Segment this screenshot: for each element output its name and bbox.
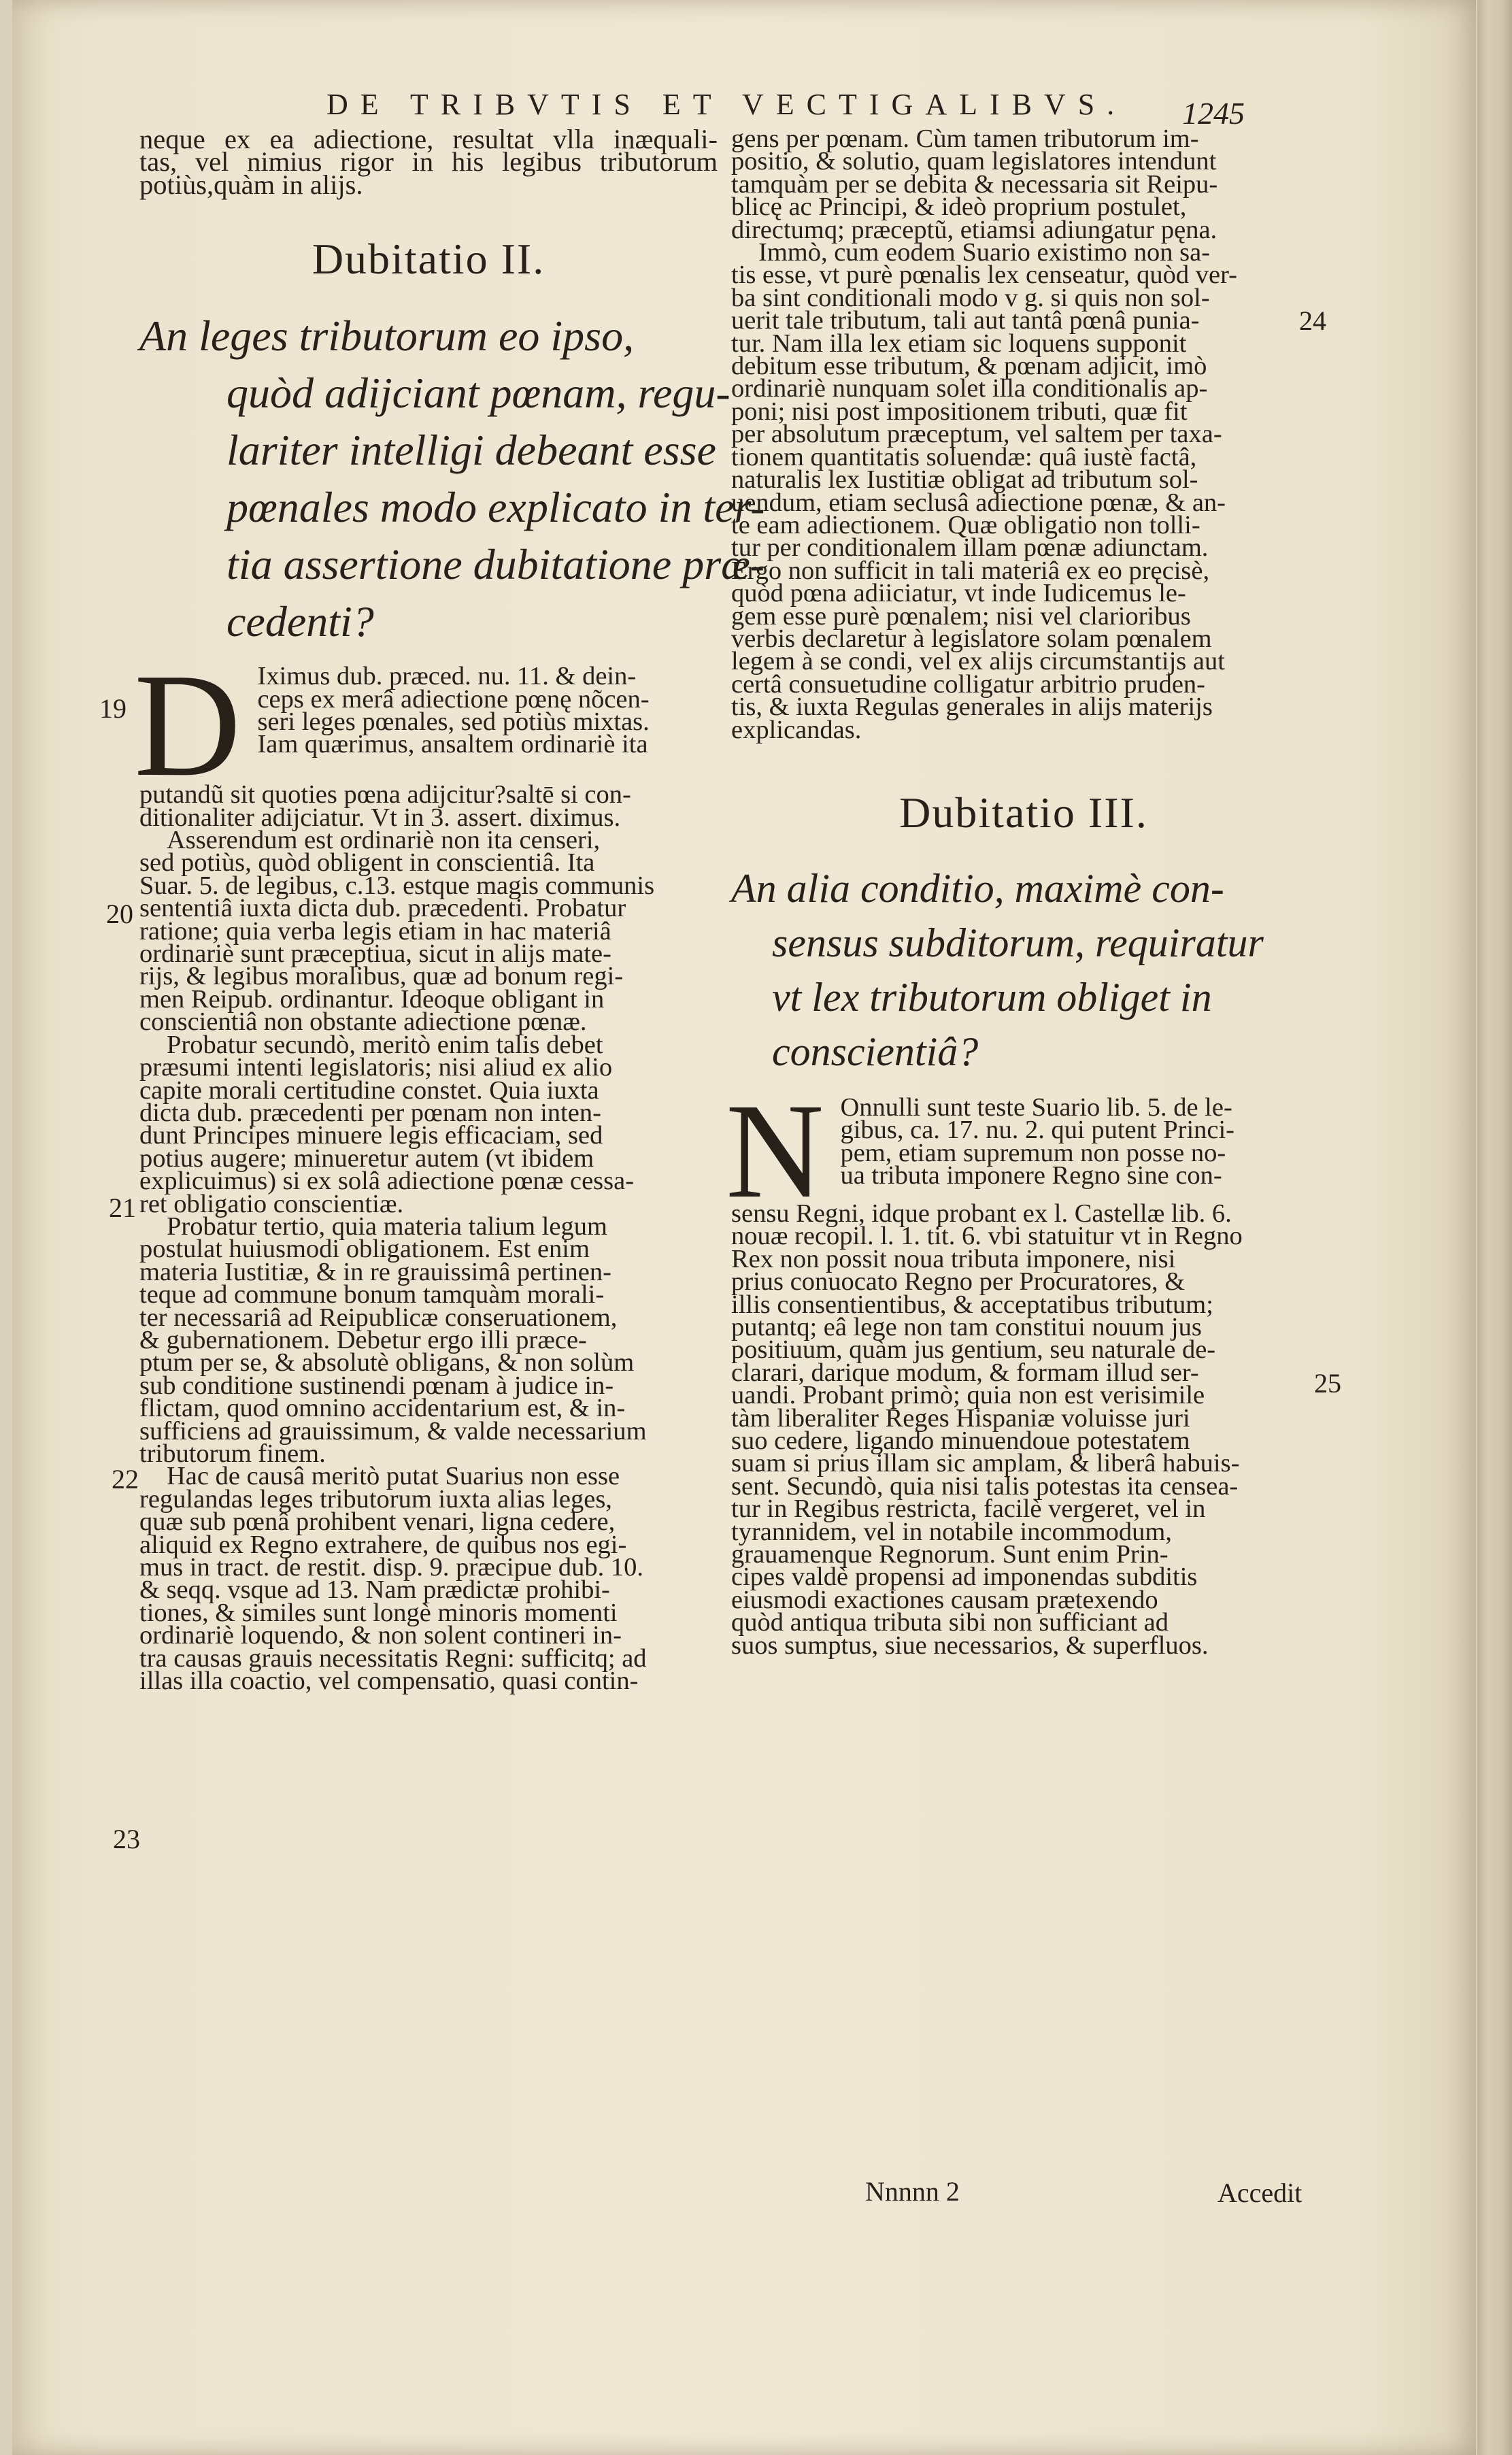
text-line: præsumi intenti legislatoris; nisi aliud ex alio bbox=[139, 1053, 613, 1082]
text-line: positio, & solutio, quam legislatores intendunt bbox=[731, 147, 1217, 176]
paragraph-19 bbox=[134, 644, 718, 832]
text-line: clarari, darique modum, & formam illud ser- bbox=[731, 1358, 1199, 1387]
text-line: ditionaliter adijciatur. Vt in 3. assert. diximus. bbox=[139, 803, 621, 832]
text-line: flictam, quod omnino accidentarium est, & in- bbox=[139, 1394, 626, 1423]
text-line: mus in tract. de restit. disp. 9. præcipue dub. 10. bbox=[139, 1553, 644, 1582]
text-line: explicandas. bbox=[731, 715, 862, 744]
text-line: sententiâ iuxta dicta dub. præcedenti. Probatur bbox=[139, 894, 626, 923]
drop-cap: D bbox=[134, 644, 241, 808]
text-line: ordinariè loquendo, & non solent contineri in- bbox=[139, 1621, 622, 1650]
text-line: sed potiùs, quòd obligent in conscientiâ. Ita bbox=[139, 848, 595, 878]
page-number: 1245 bbox=[1182, 96, 1245, 131]
text-line: postulat huiusmodi obligationem. Est enim bbox=[139, 1235, 590, 1264]
text-line: tamquàm per se debita & necessaria sit Reipu- bbox=[731, 169, 1218, 199]
text-line: materia Iustitiæ, & in re grauissimâ pertinen- bbox=[139, 1257, 611, 1286]
right-column bbox=[726, 124, 1316, 1660]
dubitatio-title: Dubitatio II. bbox=[312, 235, 545, 284]
text-line: prius conuocato Regno per Procuratores, & bbox=[731, 1267, 1186, 1297]
text-line: poni; nisi post impositionem tributi, quæ fit bbox=[731, 397, 1188, 426]
question-line: An alia conditio, maximè con- bbox=[731, 865, 1224, 911]
text-line: Probatur tertio, quia materia talium legum bbox=[167, 1212, 607, 1241]
text-line: uendum, etiam seclusâ adiectione pœnæ, & an- bbox=[731, 488, 1226, 517]
text-line: grauamenque Regnorum. Sunt enim Prin- bbox=[731, 1540, 1169, 1569]
question-heading bbox=[731, 861, 1316, 1079]
text-line: tionem quantitatis soluendæ: quâ iustè factâ, bbox=[731, 442, 1197, 471]
text-line: Probatur secundò, meritò enim talis debet bbox=[167, 1030, 603, 1059]
question-line: An leges tributorum eo ipso, bbox=[139, 312, 635, 361]
text-line: Suar. 5. de legibus, c.13. estque magis communis bbox=[139, 871, 655, 900]
text-line: eiusmodi exactiones causam prætexendo bbox=[731, 1585, 1158, 1614]
text-line: seri leges pœnales, sed potiùs mixtas. bbox=[257, 707, 650, 737]
text-line: tis, & iuxta Regulas generales in alijs materijs bbox=[731, 692, 1213, 722]
page-edge bbox=[1477, 0, 1512, 2455]
text-line: blicę ac Principi, & ideò proprium postulet, bbox=[731, 193, 1187, 222]
text-line: ratione; quia verba legis etiam in hac materiâ bbox=[139, 916, 611, 946]
text-line: sensu Regni, idque probant ex l. Castellæ lib. 6. bbox=[731, 1199, 1232, 1228]
text-line: verbis declaretur à legislatore solam pœnalem bbox=[731, 624, 1212, 653]
text-line: nouæ recopil. l. 1. tit. 6. vbi statuitur vt in Regno bbox=[731, 1222, 1243, 1251]
text-line: potiùs,quàm in alijs. bbox=[139, 169, 363, 200]
text-line: teque ad commune bonum tamquàm morali- bbox=[139, 1280, 605, 1309]
left-body bbox=[139, 826, 718, 1696]
question-line: vt lex tributorum obliget in bbox=[772, 974, 1212, 1020]
text-line: per absolutum præceptum, vel saltem per taxa- bbox=[731, 420, 1222, 449]
text-line: ceps ex merâ adiectione pœnę nõcen- bbox=[257, 684, 650, 714]
text-line: Asserendum est ordinariè non ita censeri, bbox=[167, 826, 601, 855]
catchword: Accedit bbox=[1217, 2177, 1303, 2208]
question-line: cedenti? bbox=[226, 597, 374, 646]
text-line: sent. Secundò, quia nisi talis potestas ita censea- bbox=[731, 1471, 1239, 1501]
text-line: suo cedere, ligando minuendoue potestatem bbox=[731, 1426, 1190, 1456]
text-line: rijs, & legibus moralibus, quæ ad bonum regi- bbox=[139, 962, 624, 991]
text-line: tra causas grauis necessitatis Regni: sufficitq; ad bbox=[139, 1643, 647, 1673]
text-line: quòd antiqua tributa sibi non sufficiant ad bbox=[731, 1608, 1169, 1637]
text-line: Ergo non sufficit in tali materiâ ex eo pręcisè, bbox=[731, 556, 1210, 585]
right-body bbox=[731, 1199, 1316, 1660]
text-line: tyrannidem, vel in notabile incommodum, bbox=[731, 1517, 1172, 1546]
text-line: te eam adiectionem. Quæ obligatio non tolli- bbox=[731, 510, 1200, 539]
text-line: dicta dub. præcedenti per pœnam non inten- bbox=[139, 1098, 601, 1127]
text-line: directumq; præceptũ, etiamsi adiungatur pęna. bbox=[731, 215, 1217, 244]
text-line: explicuimus) si ex solâ adiectione pœnæ cessa- bbox=[139, 1167, 635, 1196]
text-line: tàm liberaliter Reges Hispaniæ voluisse juri bbox=[731, 1403, 1190, 1433]
text-line: tur. Nam illa lex etiam sic loquens supponit bbox=[731, 329, 1187, 358]
margin-number: 20 bbox=[106, 899, 133, 929]
text-line: certâ consuetudine colligatur arbitrio pruden- bbox=[731, 669, 1206, 699]
text-line: men Reipub. ordinantur. Ideoque obligant in bbox=[139, 984, 605, 1014]
text-line: Iximus dub. præced. nu. 11. & dein- bbox=[257, 662, 637, 691]
margin-number: 23 bbox=[113, 1824, 140, 1854]
question-line: sensus subditorum, requiratur bbox=[772, 920, 1264, 965]
question-line: conscientiâ? bbox=[772, 1029, 979, 1074]
running-title: DE TRIBVTIS ET VECTIGALIBVS. bbox=[326, 88, 1127, 121]
text-line: suos sumptus, siue necessarios, & superfluos. bbox=[731, 1631, 1209, 1660]
drop-cap: N bbox=[726, 1075, 824, 1226]
text-line: illas illa coactio, vel compensatio, quasi contin- bbox=[139, 1667, 639, 1696]
margin-number: 22 bbox=[112, 1464, 139, 1494]
text-line: positiuum, quàm jus gentium, seu naturale de- bbox=[731, 1335, 1216, 1365]
text-line: Onnulli sunt teste Suario lib. 5. de le- bbox=[840, 1092, 1232, 1122]
text-line: neque ex ea adiectione, resultat vlla inæquali- bbox=[139, 124, 718, 154]
margin-number: 19 bbox=[99, 693, 127, 724]
text-line: dunt Principes minuere legis efficaciam, sed bbox=[139, 1121, 603, 1150]
text-line: pem, etiam supremum non posse no- bbox=[840, 1138, 1226, 1167]
text-line: gem esse purè pœnalem; nisi vel clarioribus bbox=[731, 601, 1191, 631]
text-line: tis esse, vt purè pœnalis lex censeatur, quòd ver- bbox=[731, 261, 1237, 290]
text-line: tur in Regibus restricta, facilè vergeret, vel in bbox=[731, 1494, 1206, 1524]
text-line: tiones, & similes sunt longè minoris momenti bbox=[139, 1598, 618, 1627]
text-line: ba sint conditionali modo v g. si quis non sol- bbox=[731, 283, 1210, 312]
text-line: debitum esse tributum, & pœnam adjicit, imò bbox=[731, 352, 1207, 381]
signature-mark: Nnnnn 2 bbox=[865, 2176, 960, 2207]
text-line: ordinariè nunquam solet illa conditionalis ap- bbox=[731, 374, 1208, 403]
text-line: putantq; eâ lege non tam constitui nouum jus bbox=[731, 1313, 1202, 1341]
question-heading bbox=[139, 307, 765, 650]
text-line: ter necessariâ ad Reipublicæ conseruationem, bbox=[139, 1303, 618, 1332]
text-line: potius augere; minueretur autem (vt ibidem bbox=[139, 1143, 594, 1173]
text-line: Hac de causâ meritò putat Suarius non esse bbox=[167, 1462, 620, 1491]
text-line: Rex non possit noua tributa imponere, nisi bbox=[731, 1244, 1176, 1273]
text-line: sub conditione sustinendi pœnam à judice in- bbox=[139, 1371, 614, 1400]
text-line: regulandas leges tributorum iuxta alias leges, bbox=[139, 1484, 612, 1514]
text-line: Immò, cum eodem Suario existimo non sa- bbox=[758, 238, 1211, 267]
text-line: gibus, ca. 17. nu. 2. qui putent Princi- bbox=[840, 1116, 1235, 1145]
text-line: tributorum finem. bbox=[139, 1439, 326, 1468]
text-line: capite morali certitudine constet. Quia iuxta bbox=[139, 1075, 599, 1105]
text-line: suam si prius illam sic amplam, & liberâ habuis- bbox=[731, 1449, 1240, 1478]
question-line: pœnales modo explicato in ter- bbox=[226, 483, 765, 532]
text-line: uandi. Probant primò; quia non est verisimile bbox=[731, 1381, 1205, 1410]
text-line: uerit tale tributum, tali aut tantâ pœnâ punia- bbox=[731, 306, 1200, 335]
text-line: illis consentientibus, & acceptatibus tributum; bbox=[731, 1290, 1213, 1319]
text-line: quæ sub pœnâ prohibent venari, ligna cedere, bbox=[139, 1507, 616, 1537]
question-line: quòd adijciant pœnam, regu- bbox=[226, 369, 730, 418]
question-line: tia assertione dubitatione præ- bbox=[226, 540, 765, 589]
text-line: ptum per se, & absolutè obligans, & non solùm bbox=[139, 1348, 635, 1377]
text-line: naturalis lex Iustitiæ obligat ad tributum sol- bbox=[731, 465, 1198, 495]
text-line: tas, vel nimius rigor in his legibus tributorum bbox=[139, 146, 718, 178]
text-line: & gubernationem. Debetur ergo illi præce- bbox=[139, 1325, 587, 1354]
text-line: gens per pœnam. Cùm tamen tributorum im- bbox=[731, 124, 1199, 153]
text-line: conscientiâ non obstante adiectione pœnæ. bbox=[139, 1007, 587, 1037]
text-line: cipes valdè propensi ad imponendas subditis bbox=[731, 1563, 1198, 1592]
text-line: legem à se condi, vel ex alijs circumstantijs aut bbox=[731, 647, 1225, 676]
text-line: Iam quærimus, ansaltem ordinariè ita bbox=[257, 730, 648, 759]
question-line: lariter intelligi debeant esse bbox=[226, 426, 716, 475]
text-line: putandũ sit quoties pœna adijcitur?saltē si con- bbox=[139, 780, 631, 809]
text-line: tur per conditionalem illam pœnæ adiunctam. bbox=[731, 533, 1209, 563]
text-line: quòd pœna adiiciatur, vt inde Iudicemus le- bbox=[731, 579, 1186, 608]
margin-number: 25 bbox=[1314, 1368, 1341, 1399]
text-line: ordinariè sunt præceptiua, sicut in alijs mate- bbox=[139, 939, 611, 969]
text-line: ret obligatio conscientiæ. bbox=[139, 1189, 404, 1218]
dubitatio-title: Dubitatio III. bbox=[899, 788, 1148, 837]
left-column bbox=[134, 124, 765, 1696]
margin-number: 24 bbox=[1299, 305, 1326, 336]
text-line: ua tributa imponere Regno sine con- bbox=[840, 1161, 1222, 1190]
text-line: sufficiens ad grauissimum, & valde necessarium bbox=[139, 1416, 647, 1446]
text-line: aliquid ex Regno extrahere, de quibus nos egi- bbox=[139, 1530, 627, 1559]
text-line: & seqq. vsque ad 13. Nam prædictæ prohibi- bbox=[139, 1575, 610, 1605]
margin-number: 21 bbox=[109, 1192, 136, 1223]
